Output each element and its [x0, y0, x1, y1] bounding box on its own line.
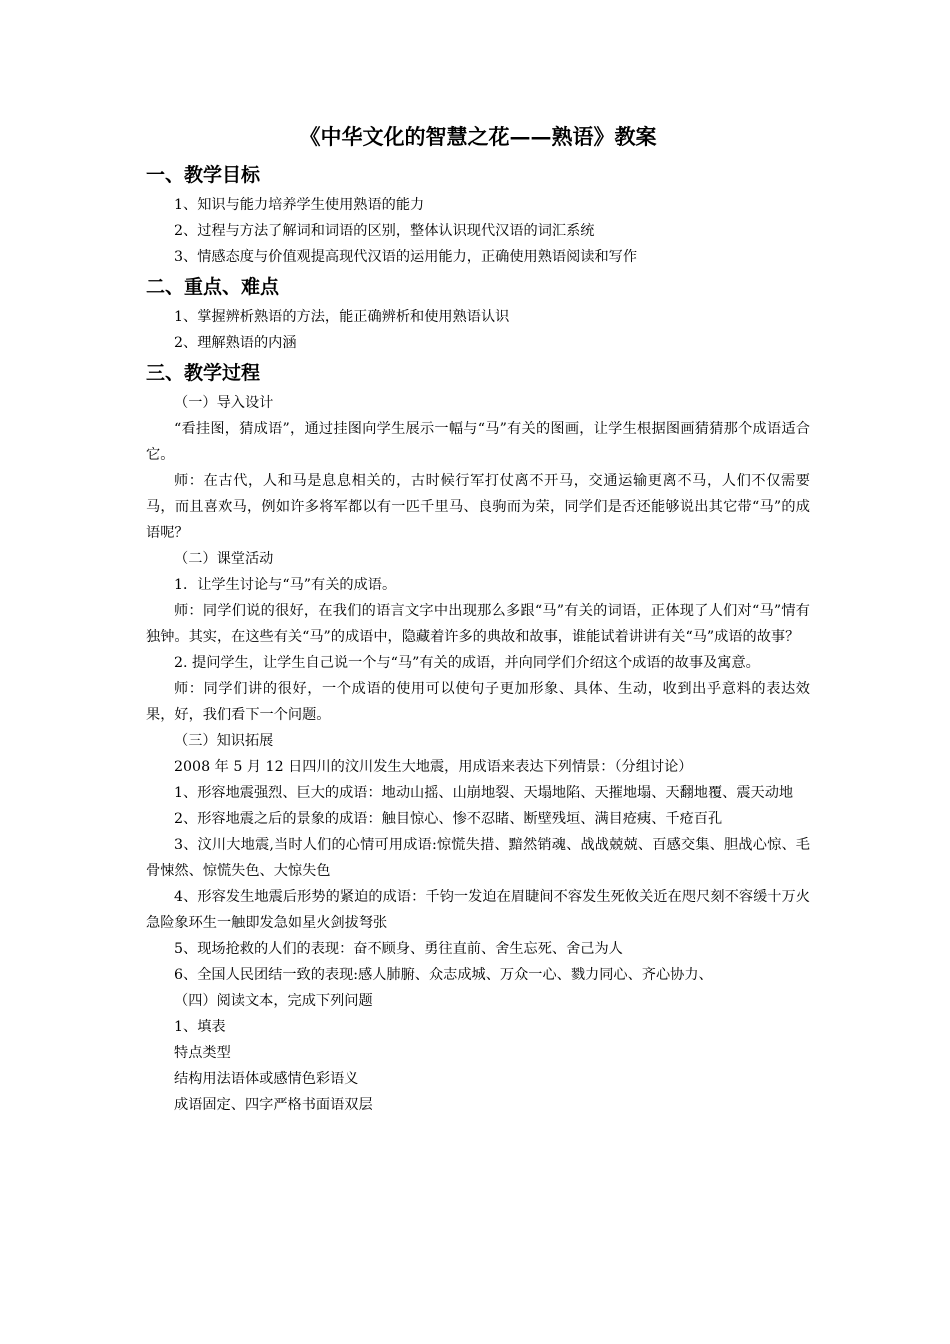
idiom-list-item: 5、现场抢救的人们的表现：奋不顾身、勇往直前、舍生忘死、舍己为人	[174, 941, 623, 957]
section-heading-goals: 一、教学目标	[146, 164, 261, 186]
paragraph: “看挂图，猜成语”，通过挂图向学生展示一幅与“马”有关的图画，让学生根据图画猜猜那个成语适合它。	[146, 421, 810, 463]
paragraph: 师：同学们说的很好，在我们的语言文字中出现那么多跟“马”有关的词语，正体现了人们对“马”情有独钟。其实，在这些有关“马”的成语中，隐藏着许多的典故和故事，谁能试着讲讲有关“马”成语的故事？	[146, 603, 810, 645]
table-text-row: 成语固定、四字严格书面语双层	[174, 1097, 373, 1113]
keypoint-item: 2、理解熟语的内涵	[174, 335, 297, 351]
idiom-list-item: 6、全国人民团结一致的表现:感人肺腑、众志成城、万众一心、戮力同心、齐心协力、	[174, 967, 713, 983]
paragraph: 师：同学们讲的很好，一个成语的使用可以使句子更加形象、具体、生动，收到出乎意料的表达效果，好，我们看下一个问题。	[146, 681, 810, 723]
paragraph: 1、填表	[174, 1019, 226, 1035]
subsection-heading-intro: （一）导入设计	[174, 395, 274, 411]
goal-item: 1、知识与能力培养学生使用熟语的能力	[174, 197, 425, 213]
keypoint-item: 1、掌握辨析熟语的方法，能正确辨析和使用熟语认识	[174, 309, 510, 325]
document-page	[146, 118, 810, 1118]
paragraph: 师：在古代，人和马是息息相关的，古时候行军打仗离不开马，交通运输更离不马，人们不仅需要马，而且喜欢马，例如许多将军都以有一匹千里马、良驹而为荣，同学们是否还能够说出其它带“马”的成语呢？	[146, 473, 810, 541]
paragraph: 1．让学生讨论与“马”有关的成语。	[174, 577, 397, 593]
table-text-row: 结构用法语体或感情色彩语义	[174, 1071, 359, 1087]
subsection-heading-activity: （二）课堂活动	[174, 551, 274, 567]
subsection-heading-extension: （三）知识拓展	[174, 733, 274, 749]
idiom-list-item: 2、形容地震之后的景象的成语：触目惊心、惨不忍睹、断壁残垣、满目疮痍、千疮百孔	[174, 811, 723, 827]
goal-item: 3、情感态度与价值观提高现代汉语的运用能力，正确使用熟语阅读和写作	[174, 249, 638, 265]
section-heading-keypoints: 二、重点、难点	[146, 276, 280, 298]
idiom-list-item: 1、形容地震强烈、巨大的成语：地动山摇、山崩地裂、天塌地陷、天摧地塌、天翻地覆、震天动地	[174, 785, 794, 801]
idiom-list-item: 4、形容发生地震后形势的紧迫的成语：千钧一发迫在眉睫间不容发生死攸关近在咫尺刻不容缓十万火急险象环生一触即发急如星火剑拔弩张	[146, 889, 810, 931]
paragraph: 2. 提问学生，让学生自己说一个与“马”有关的成语，并向同学们介绍这个成语的故事及寓意。	[174, 655, 760, 671]
idiom-list-item: 3、汶川大地震,当时人们的心情可用成语:惊慌失措、黯然销魂、战战兢兢、百感交集、胆战心惊、毛骨悚然、惊慌失色、大惊失色	[146, 837, 810, 879]
table-text-row: 特点类型	[174, 1045, 231, 1061]
goal-item: 2、过程与方法了解词和词语的区别，整体认识现代汉语的词汇系统	[174, 223, 595, 239]
document-title: 《中华文化的智慧之花——熟语》教案	[299, 124, 657, 149]
subsection-heading-reading: （四）阅读文本，完成下列问题	[174, 993, 373, 1009]
section-heading-process: 三、教学过程	[146, 362, 261, 384]
paragraph: 2008 年 5 月 12 日四川的汶川发生大地震，用成语来表达下列情景：（分组讨论）	[174, 759, 693, 775]
